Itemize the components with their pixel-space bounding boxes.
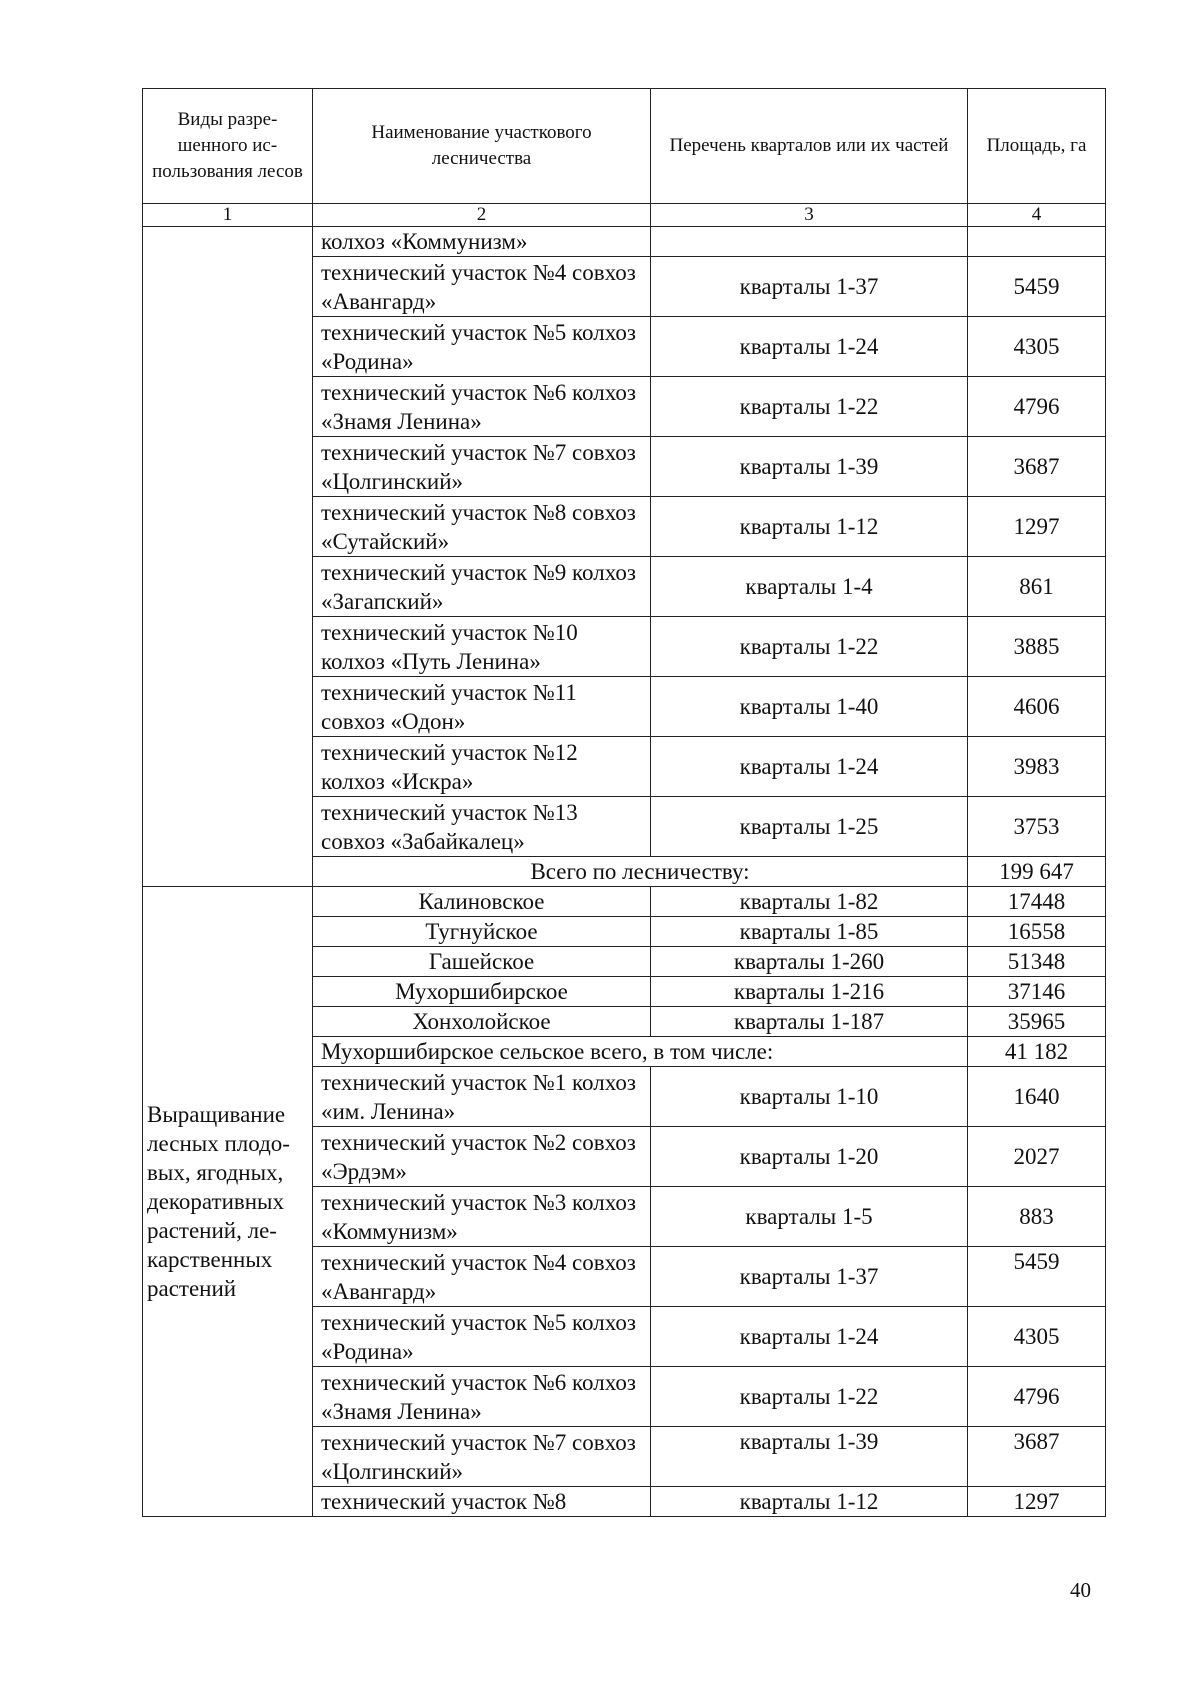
row-name: технический участок №2 совхоз «Эрдэм»	[313, 1127, 651, 1187]
forestry-name: Гашейское	[313, 947, 651, 977]
row-quarters: кварталы 1-20	[651, 1127, 968, 1187]
table-row	[143, 227, 1106, 257]
row-area: 2027	[968, 1127, 1106, 1187]
subtotal-value: 41 182	[968, 1037, 1106, 1067]
subtotal-label: Мухоршибирское сельское всего, в том числе:	[313, 1037, 968, 1067]
row-quarters: кварталы 1-40	[651, 677, 968, 737]
row-area: 16558	[968, 917, 1106, 947]
row-area: 35965	[968, 1007, 1106, 1037]
forestry-name: Калиновское	[313, 887, 651, 917]
row-name: технический участок №4 совхоз «Авангард»	[313, 257, 651, 317]
row-quarters: кварталы 1-187	[651, 1007, 968, 1037]
row-name: технический участок №7 совхоз «Цолгинский»	[313, 1427, 651, 1487]
header-row	[143, 89, 1106, 204]
row-area: 1640	[968, 1067, 1106, 1127]
forest-usage-table	[142, 88, 1106, 1517]
column-number: 3	[651, 204, 968, 227]
row-area: 4606	[968, 677, 1106, 737]
row-name: технический участок №10 колхоз «Путь Ленина»	[313, 617, 651, 677]
header-forestry-name: Наименование участкового лесничества	[313, 89, 651, 204]
row-name: технический участок №3 колхоз «Коммунизм»	[313, 1187, 651, 1247]
row-name: технический участок №5 колхоз «Родина»	[313, 1307, 651, 1367]
header-usage-type: Виды разре-шенного ис-пользования лесов	[143, 89, 313, 204]
row-quarters: кварталы 1-37	[651, 1247, 968, 1307]
header-area: Площадь, га	[968, 89, 1106, 204]
row-quarters: кварталы 1-85	[651, 917, 968, 947]
row-name: технический участок №12 колхоз «Искра»	[313, 737, 651, 797]
row-quarters: кварталы 1-22	[651, 617, 968, 677]
row-name: технический участок №1 колхоз «им. Ленина»	[313, 1067, 651, 1127]
row-quarters: кварталы 1-12	[651, 1487, 968, 1517]
row-name: технический участок №13 совхоз «Забайкалец»	[313, 797, 651, 857]
row-quarters: кварталы 1-25	[651, 797, 968, 857]
row-area: 4305	[968, 317, 1106, 377]
row-area: 5459	[968, 257, 1106, 317]
row-quarters: кварталы 1-12	[651, 497, 968, 557]
row-quarters: кварталы 1-5	[651, 1187, 968, 1247]
column-number: 4	[968, 204, 1106, 227]
row-area: 3753	[968, 797, 1106, 857]
row-area: 3885	[968, 617, 1106, 677]
row-quarters: кварталы 1-216	[651, 977, 968, 1007]
row-area: 4305	[968, 1307, 1106, 1367]
column-number-row	[143, 204, 1106, 227]
row-quarters: кварталы 1-39	[651, 1427, 968, 1487]
total-value: 199 647	[968, 857, 1106, 887]
row-quarters: кварталы 1-24	[651, 1307, 968, 1367]
header-quarters-list: Перечень кварталов или их частей	[651, 89, 968, 204]
page-number: 40	[1070, 1578, 1091, 1602]
row-area: 51348	[968, 947, 1106, 977]
row-area: 1297	[968, 497, 1106, 557]
row-area: 4796	[968, 377, 1106, 437]
row-area: 3983	[968, 737, 1106, 797]
row-name: технический участок №9 колхоз «Загапский»	[313, 557, 651, 617]
row-quarters	[651, 227, 968, 257]
row-name: технический участок №7 совхоз «Цолгинский»	[313, 437, 651, 497]
row-name: технический участок №4 совхоз «Авангард»	[313, 1247, 651, 1307]
row-quarters: кварталы 1-4	[651, 557, 968, 617]
row-quarters: кварталы 1-82	[651, 887, 968, 917]
row-name: технический участок №8	[313, 1487, 651, 1517]
row-quarters: кварталы 1-260	[651, 947, 968, 977]
row-area: 883	[968, 1187, 1106, 1247]
row-name: технический участок №6 колхоз «Знамя Ленина»	[313, 377, 651, 437]
row-area: 861	[968, 557, 1106, 617]
column-number: 2	[313, 204, 651, 227]
row-area: 5459	[968, 1247, 1106, 1307]
row-quarters: кварталы 1-22	[651, 377, 968, 437]
forestry-name: Хонхолойское	[313, 1007, 651, 1037]
row-name: технический участок №5 колхоз «Родина»	[313, 317, 651, 377]
row-name: технический участок №8 совхоз «Сутайский»	[313, 497, 651, 557]
row-quarters: кварталы 1-39	[651, 437, 968, 497]
row-area	[968, 227, 1106, 257]
usage-type-cell-empty	[143, 227, 313, 887]
table-row	[143, 887, 1106, 917]
row-area: 17448	[968, 887, 1106, 917]
forestry-name: Мухоршибирское	[313, 977, 651, 1007]
row-area: 3687	[968, 1427, 1106, 1487]
row-quarters: кварталы 1-24	[651, 317, 968, 377]
column-number: 1	[143, 204, 313, 227]
row-quarters: кварталы 1-10	[651, 1067, 968, 1127]
row-area: 4796	[968, 1367, 1106, 1427]
row-quarters: кварталы 1-24	[651, 737, 968, 797]
row-name: колхоз «Коммунизм»	[313, 227, 651, 257]
row-quarters: кварталы 1-37	[651, 257, 968, 317]
row-area: 3687	[968, 437, 1106, 497]
forestry-name: Тугнуйское	[313, 917, 651, 947]
usage-type-label: Выращивание лесных плодо-вых, ягодных, декоративных растений, ле-карственных растений	[143, 887, 313, 1517]
total-label: Всего по лесничеству:	[313, 857, 968, 887]
row-area: 1297	[968, 1487, 1106, 1517]
row-quarters: кварталы 1-22	[651, 1367, 968, 1427]
row-name: технический участок №6 колхоз «Знамя Ленина»	[313, 1367, 651, 1427]
row-name: технический участок №11 совхоз «Одон»	[313, 677, 651, 737]
row-area: 37146	[968, 977, 1106, 1007]
